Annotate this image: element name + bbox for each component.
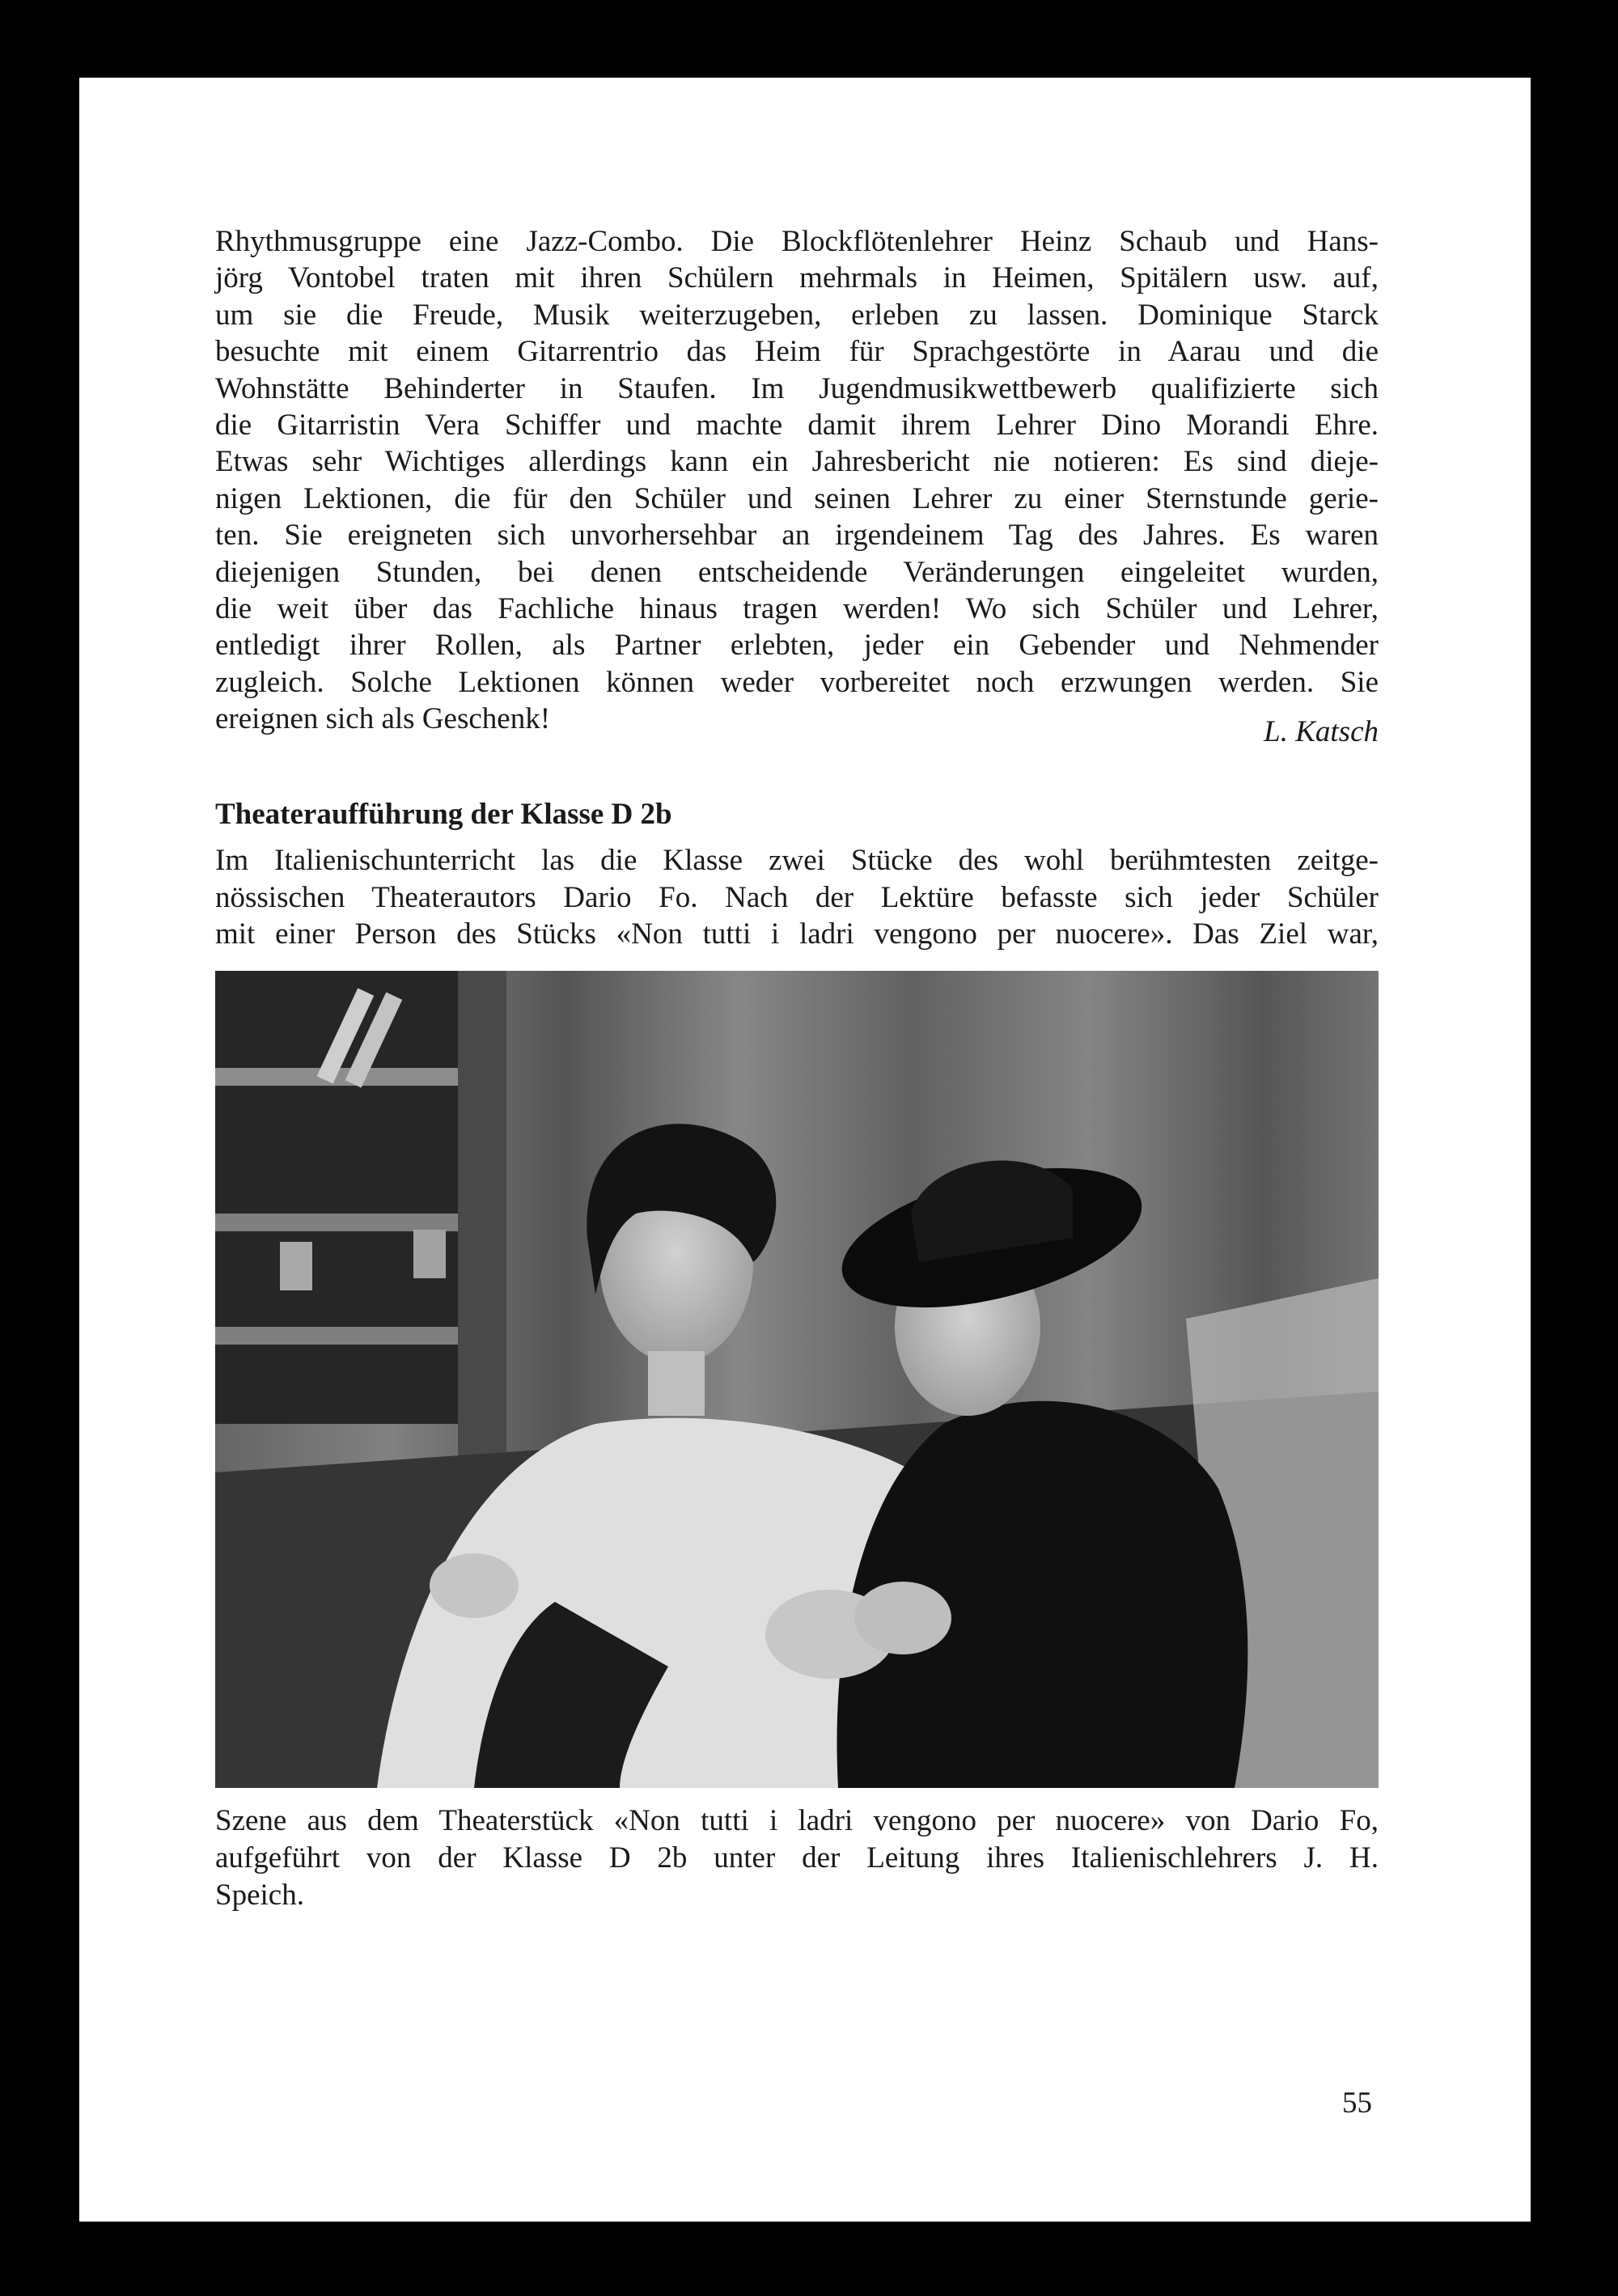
body-line: um sie die Freude, Musik weiterzugeben, erleben zu lassen. Dominique Starck xyxy=(215,298,1379,332)
body-line: ten. Sie ereigneten sich unvorhersehbar an irgendeinem Tag des Jahres. Es waren xyxy=(215,519,1379,553)
body-line: Rhythmusgruppe eine Jazz-Combo. Die Blockflötenlehrer Heinz Schaub und Hans- xyxy=(215,225,1379,258)
section-line: mit einer Person des Stücks «Non tutti i ladri vengono per nuocere». Das Ziel war, xyxy=(215,917,1379,951)
body-line: die weit über das Fachliche hinaus tragen werden! Wo sich Schüler und Lehrer, xyxy=(215,592,1379,626)
body-line: Etwas sehr Wichtiges allerdings kann ein Jahresbericht nie notieren: Es sind dieje- xyxy=(215,445,1379,479)
section-paragraph xyxy=(215,842,1379,952)
body-line: besuchte mit einem Gitarrentrio das Heim für Sprachgestörte in Aarau und die xyxy=(215,335,1379,369)
body-line: zugleich. Solche Lektionen können weder vorbereitet noch erzwungen werden. Sie xyxy=(215,665,1379,699)
body-line: nigen Lektionen, die für den Schüler und seinen Lehrer zu einer Sternstunde gerie- xyxy=(215,481,1379,515)
body-line: diejenigen Stunden, bei denen entscheidende Veränderungen eingeleitet wurden, xyxy=(215,555,1379,589)
section-line: Im Italienischunterricht las die Klasse zwei Stücke des wohl berühmtesten zeitge- xyxy=(215,844,1379,878)
theater-scene-photo xyxy=(215,971,1379,1788)
caption-line: Szene aus dem Theaterstück «Non tutti i ladri vengono per nuocere» von Dario Fo, xyxy=(215,1803,1379,1837)
body-line: die Gitarristin Vera Schiffer und machte damit ihrem Lehrer Dino Morandi Ehre. xyxy=(215,409,1379,443)
caption-line: aufgeführt von der Klasse D 2b unter der Leitung ihres Italienischlehrers J. H. xyxy=(215,1841,1379,1875)
caption-line: Speich. xyxy=(215,1878,304,1912)
section-heading: Theateraufführung der Klasse D 2b xyxy=(215,798,672,832)
body-last-line: ereignen sich als Geschenk! xyxy=(215,702,551,736)
photo-illustration xyxy=(215,971,1379,1788)
section-line: nössischen Theaterautors Dario Fo. Nach der Lektüre befasste sich jeder Schüler xyxy=(215,880,1379,914)
body-line: Wohnstätte Behinderter in Staufen. Im Jugendmusikwettbewerb qualifizierte sich xyxy=(215,371,1379,405)
page-content xyxy=(215,223,1379,1914)
closing-row xyxy=(215,701,1379,749)
body-line: jörg Vontobel traten mit ihren Schülern mehrmals in Heimen, Spitälern usw. auf, xyxy=(215,261,1379,295)
document-page xyxy=(79,78,1531,2222)
author-signature: L. Katsch xyxy=(1264,715,1379,749)
body-paragraph xyxy=(215,223,1379,701)
body-line: entledigt ihrer Rollen, als Partner erlebten, jeder ein Gebender und Nehmender xyxy=(215,629,1379,663)
page-number: 55 xyxy=(1342,2086,1372,2120)
photo-caption xyxy=(215,1802,1379,1914)
